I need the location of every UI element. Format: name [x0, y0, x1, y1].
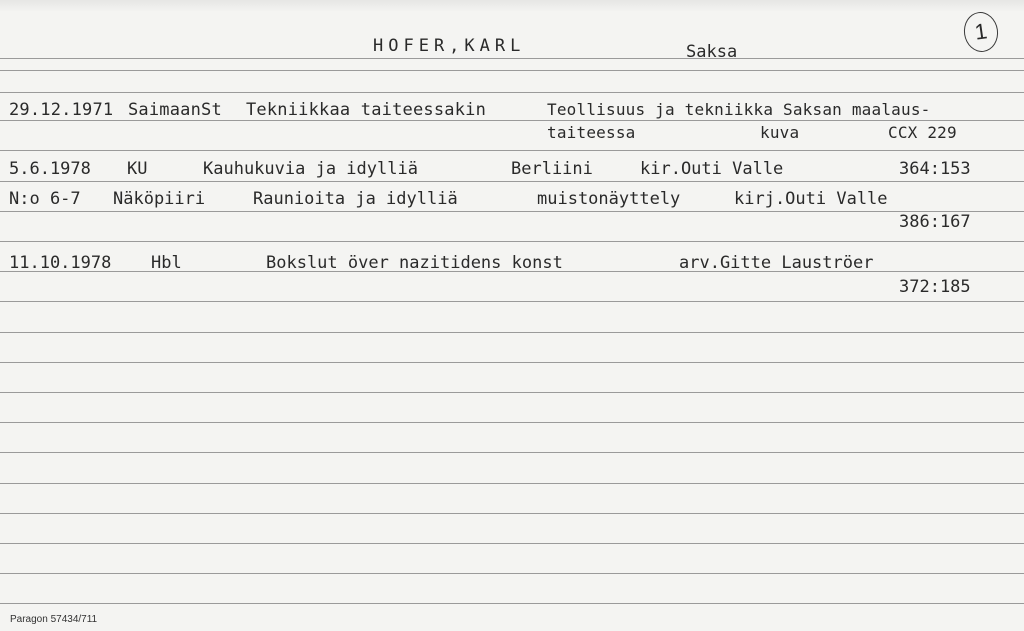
entry-date: 5.6.1978	[9, 159, 91, 179]
entry-source: Näköpiiri	[113, 189, 206, 209]
entry-author: kirj.Outi Valle	[734, 189, 888, 209]
entry-title: Raunioita ja idylliä	[253, 189, 458, 209]
header-rule-2	[0, 70, 1024, 71]
ruled-line	[0, 301, 1024, 302]
entry-title: Tekniikkaa taiteessakin	[246, 100, 487, 120]
ruled-line	[0, 92, 1024, 93]
header-rule	[0, 58, 1024, 59]
entry-author: arv.Gitte Lauströer	[679, 253, 874, 273]
entry-place: Berliini	[511, 159, 593, 179]
entry-kind: kuva	[760, 123, 800, 142]
entry-date: 29.12.1971	[9, 100, 114, 120]
card-country: Saksa	[686, 42, 738, 62]
ruled-line	[0, 543, 1024, 544]
ruled-line	[0, 513, 1024, 514]
entry-title: Kauhukuvia ja idylliä	[203, 159, 418, 179]
entry-note-cont: taiteessa	[547, 123, 636, 142]
ruled-line	[0, 452, 1024, 453]
entry-note: muistonäyttely	[537, 189, 681, 209]
card-top-edge	[0, 0, 1024, 12]
ruled-line	[0, 332, 1024, 333]
entry-note: Teollisuus ja tekniikka Saksan maalaus-	[547, 100, 931, 119]
entry-author: kir.Outi Valle	[640, 159, 784, 179]
entry-source: SaimaanSt	[128, 100, 222, 120]
entry-ref: 372:185	[899, 277, 971, 297]
print-code: Paragon 57434/711	[10, 614, 98, 625]
card-number-circle: 1	[961, 10, 1000, 54]
entry-date: N:o 6-7	[9, 189, 81, 209]
ruled-line	[0, 362, 1024, 363]
ruled-line	[0, 483, 1024, 484]
entry-ref: 364:153	[899, 159, 971, 179]
entry-date: 11.10.1978	[9, 253, 112, 273]
ruled-line	[0, 181, 1024, 182]
ruled-line	[0, 211, 1024, 212]
card-title-name: HOFER,KARL	[373, 36, 526, 56]
ruled-line	[0, 573, 1024, 574]
entry-title: Bokslut över nazitidens konst	[266, 253, 563, 273]
entry-ref: 386:167	[899, 212, 971, 232]
ruled-line	[0, 120, 1024, 121]
ruled-line	[0, 241, 1024, 242]
entry-ref: CCX 229	[888, 123, 957, 142]
ruled-line	[0, 392, 1024, 393]
ruled-line	[0, 603, 1024, 604]
entry-source: Hbl	[151, 253, 182, 273]
ruled-line	[0, 422, 1024, 423]
ruled-line	[0, 150, 1024, 151]
entry-source: KU	[127, 159, 148, 179]
